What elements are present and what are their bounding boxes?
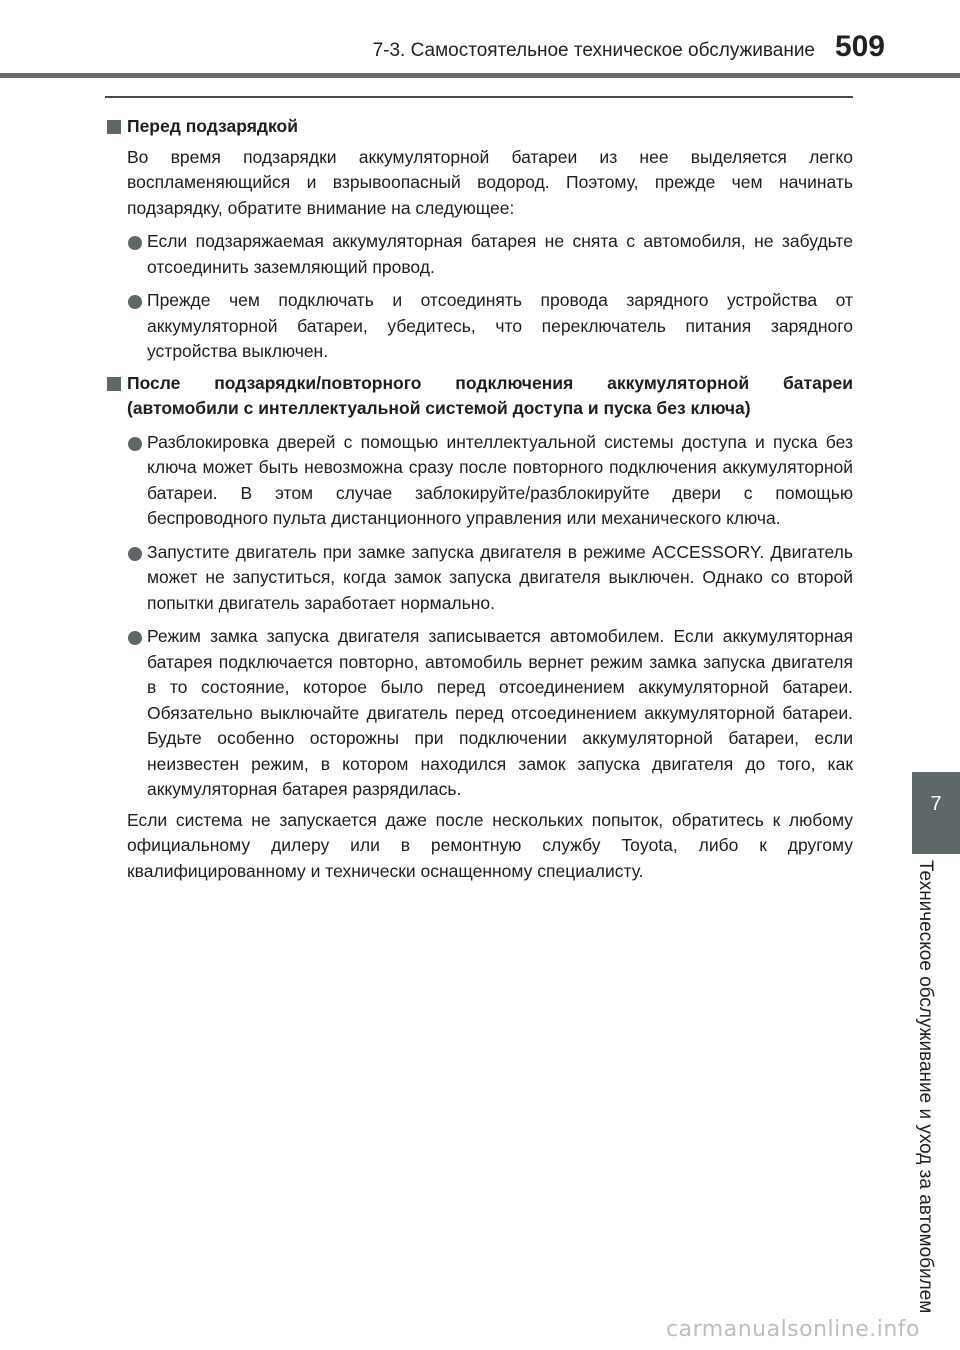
list-item-text: Если подзаряжаемая аккумуляторная батарея не снята с автомобиля, не забудьте отсоединить заземляющий провод. [147, 231, 853, 277]
list-item [105, 229, 853, 280]
chapter-tab: 7 [912, 772, 960, 854]
paragraph: Если система не запускается даже после нескольких попыток, обратитесь к любому официальному дилеру или в ремонтную службу Toyota, либо к другому квалифицированному и технически оснащенному специалисту. [127, 809, 853, 881]
chapter-title: Техническое обслуживание и уход за автомобилем [915, 860, 936, 1314]
paragraph: Во время подзарядки аккумуляторной батареи из нее выделяется легко воспламеняющийся и взрывоопасный водород. Поэтому, прежде чем начинать подзарядку, обратите внимание на следующее: [127, 146, 853, 218]
round-bullet-icon [128, 236, 142, 250]
header-rule [0, 73, 960, 78]
round-bullet-icon [128, 631, 142, 645]
list-item [105, 624, 853, 803]
list-item [105, 540, 853, 617]
heading-text: Перед подзарядкой [127, 116, 299, 136]
page-header [0, 0, 960, 75]
watermark: carmanualsonline.info [666, 1317, 920, 1342]
list-item [105, 288, 853, 365]
page-number: 509 [834, 30, 885, 63]
section-heading [105, 114, 853, 140]
round-bullet-icon [128, 437, 142, 451]
list-item-text: Режим замка запуска двигателя записывается автомобилем. Если аккумуляторная батарея подключается повторно, автомобиль вернет режим замка запуска двигателя в то состояние, которое было перед отсоединением аккумуляторной батареи. Обязательно выключайте двигатель перед отсоединением аккумуляторной батареи. Будьте особенно осторожны при подключении аккумуляторной батареи, если неизвестен режим, в котором находился замок запуска двигателя до того, как аккумуляторная батарея разрядилась. [147, 626, 853, 799]
running-section-title: 7-3. Самостоятельное техническое обслуживание [372, 40, 815, 61]
round-bullet-icon [128, 547, 142, 561]
section-heading [105, 371, 853, 422]
list-item [105, 430, 853, 532]
list-item-text: Запустите двигатель при замке запуска двигателя в режиме ACCESSORY. Двигатель может не запуститься, когда замок запуска двигателя выключен. Однако со второй попытки двигатель заработает нормально. [147, 541, 853, 613]
square-bullet-icon [107, 120, 121, 134]
round-bullet-icon [128, 295, 142, 309]
list-item-text: Прежде чем подключать и отсоединять провода зарядного устройства от аккумуляторной батареи, убедитесь, что переключатель питания зарядного устройства выключен. [147, 290, 853, 361]
heading-text: После подзарядки/повторного подключения аккумуляторной батареи (автомобили с интеллектуальной системой доступа и пуска без ключа) [127, 372, 853, 418]
square-bullet-icon [107, 377, 121, 391]
page-content [105, 108, 853, 884]
content-top-rule [105, 96, 853, 98]
list-item-text: Разблокировка дверей с помощью интеллектуальной системы доступа и пуска без ключа может быть невозможна сразу после повторного подключения аккумуляторной батареи. В этом случае заблокируйте/разблокируйте двери с помощью беспроводного пульта дистанционного управления или механического ключа. [147, 431, 853, 528]
